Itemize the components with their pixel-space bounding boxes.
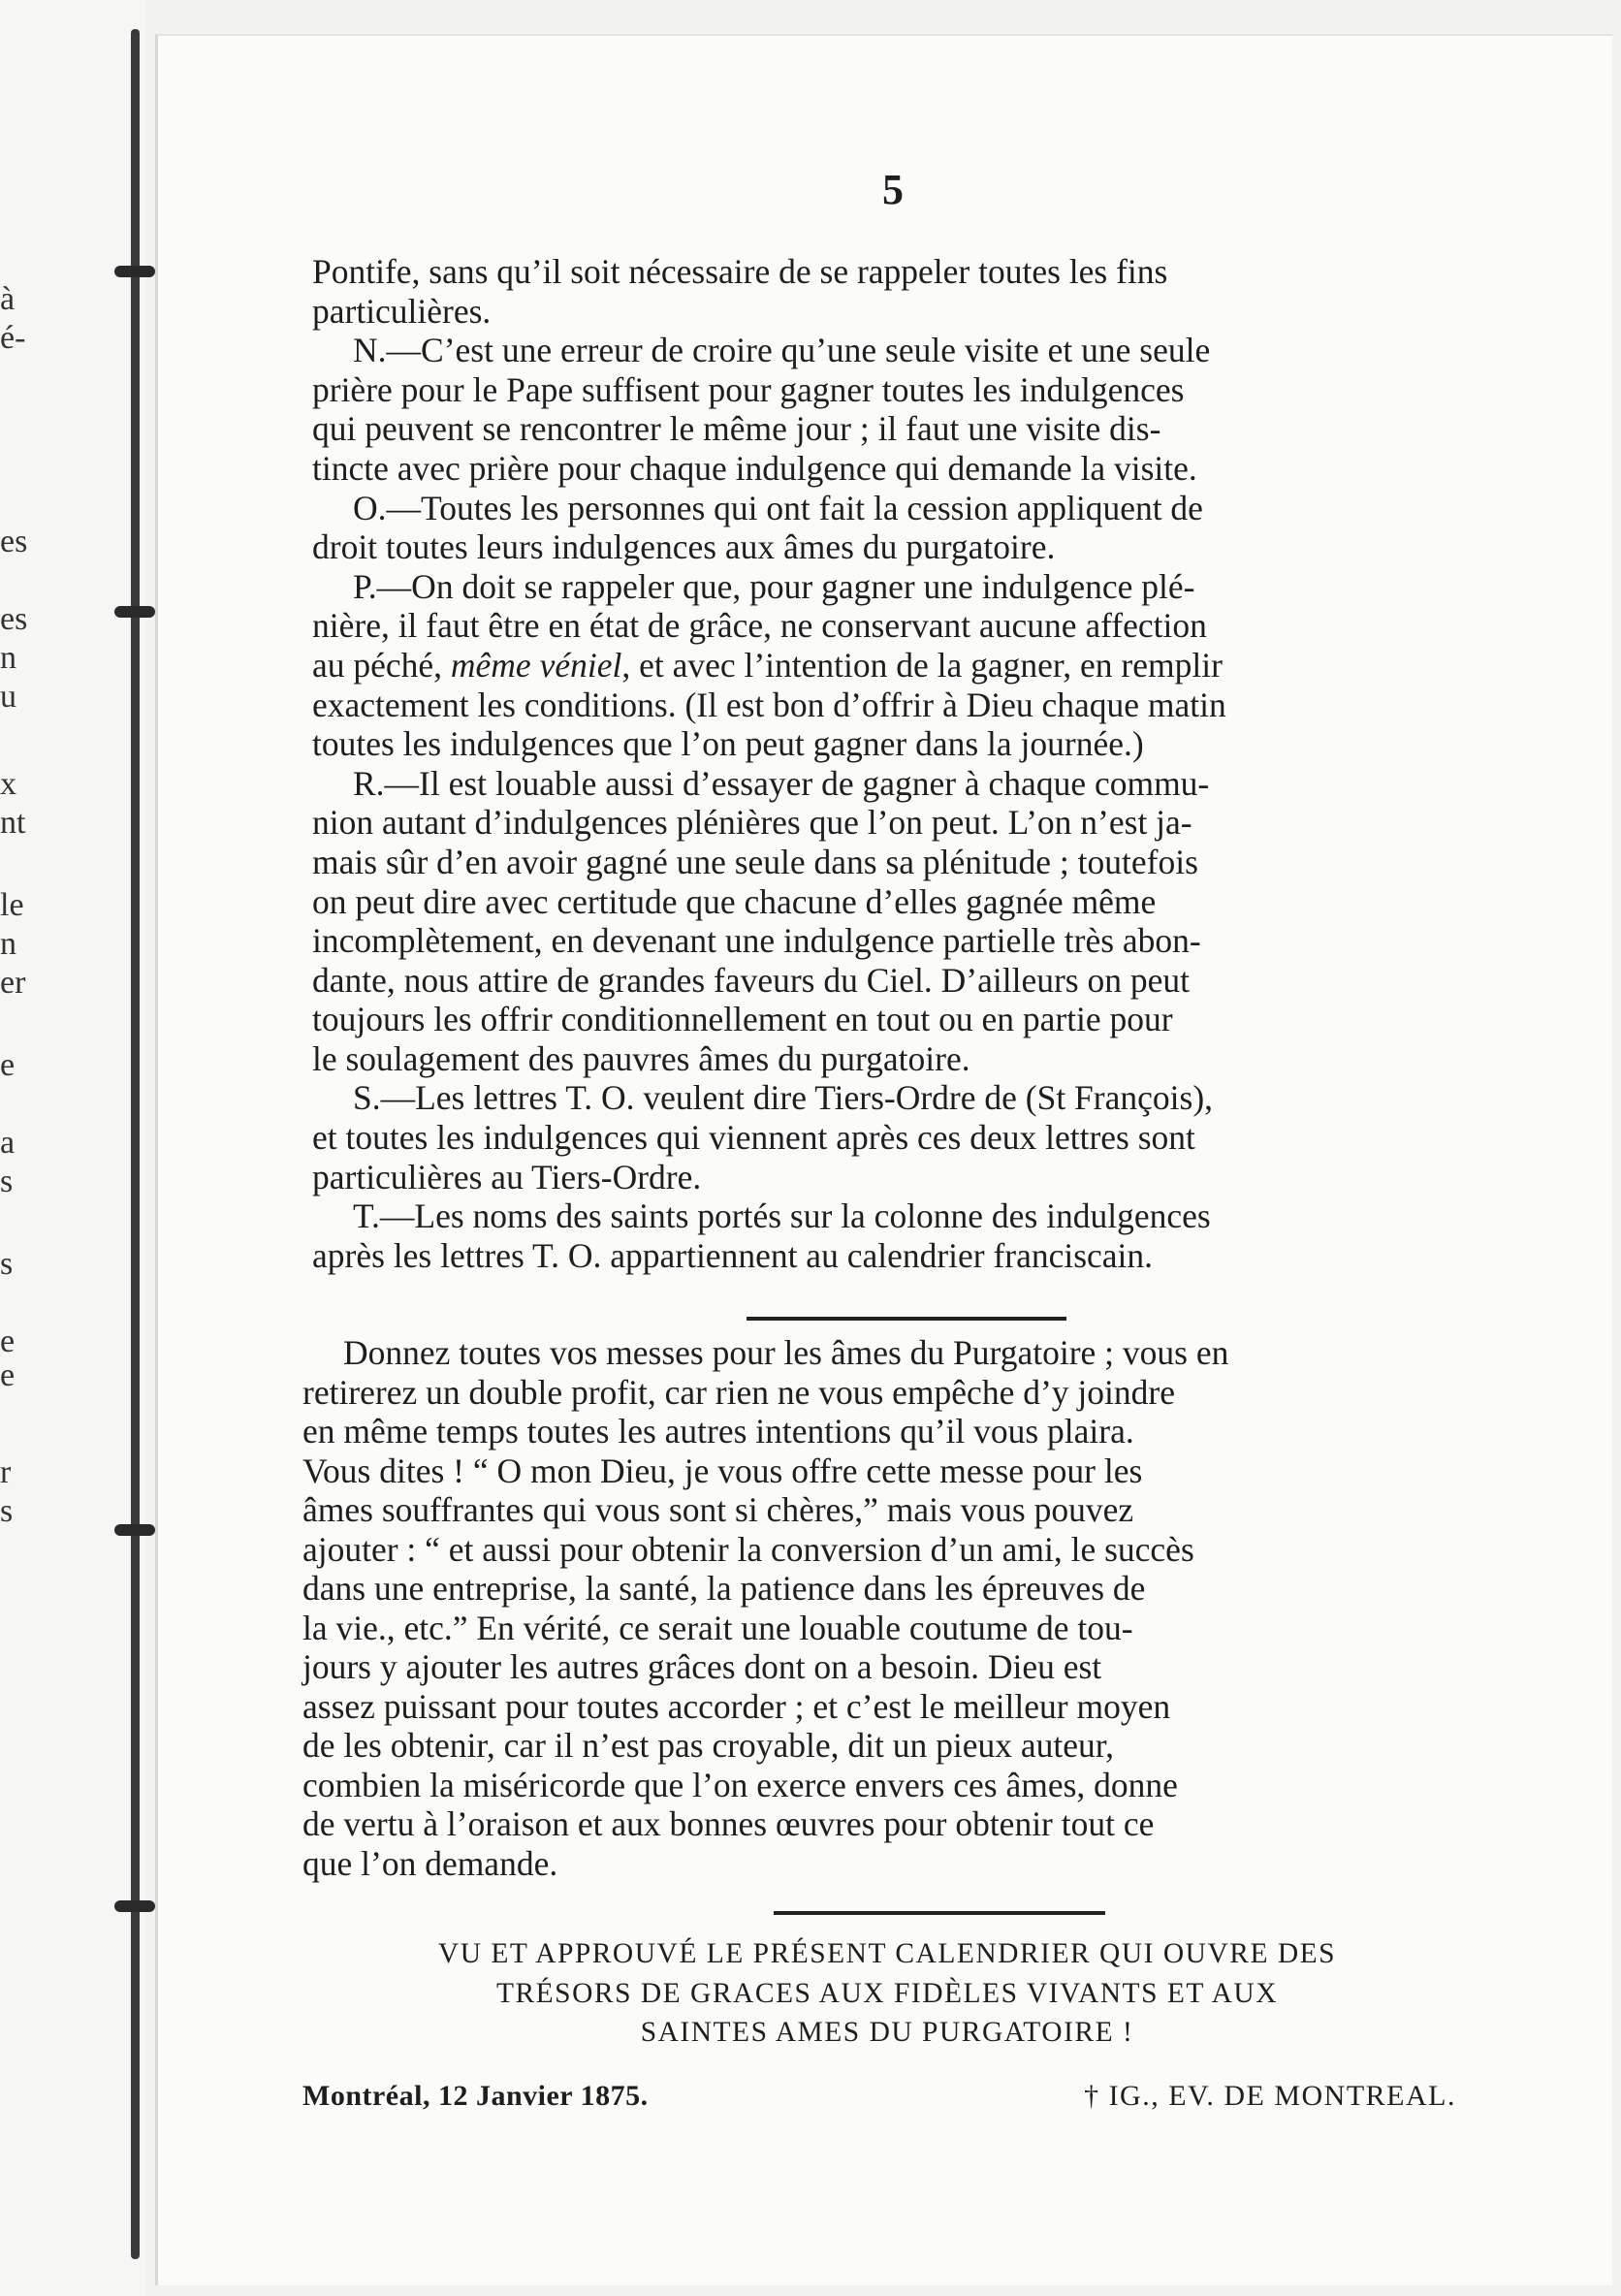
- previous-page-fragment: x: [0, 766, 16, 802]
- previous-page-fragment: u: [0, 679, 16, 715]
- page-number: 5: [882, 166, 904, 213]
- prayer-line: ajouter : “ et aussi pour obtenir la conversion d’un ami, le succès: [302, 1529, 1194, 1569]
- text-line: après les lettres T. O. appartiennent au calendrier franciscain.: [312, 1235, 1154, 1275]
- text-line: P.—On doit se rappeler que, pour gagner une indulgence plé-: [353, 566, 1195, 606]
- prayer-line: retirerez un double profit, car rien ne vous empêche d’y joindre: [302, 1372, 1175, 1412]
- prayer-line: de vertu à l’oraison et aux bonnes œuvres pour obtenir tout ce: [302, 1804, 1155, 1843]
- body-paragraph: [312, 764, 1459, 1079]
- previous-page-fragment: e: [0, 1047, 16, 1083]
- prayer-line: âmes souffrantes qui vous sont si chères,” mais vous pouvez: [302, 1490, 1134, 1529]
- prayer-line: jours y ajouter les autres grâces dont on a besoin. Dieu est: [302, 1647, 1102, 1686]
- text-line: incomplètement, en devenant une indulgence partielle très abon-: [312, 921, 1201, 961]
- approval-line: TRÉSORS DE GRACES AUX FIDÈLES VIVANTS ET AUX: [495, 1977, 1279, 2009]
- prayer-line: dans une entreprise, la santé, la patience dans les épreuves de: [302, 1569, 1146, 1608]
- text-line: R.—Il est louable aussi d’essayer de gagner à chaque commu-: [353, 763, 1210, 803]
- text-line: T.—Les noms des saints portés sur la colonne des indulgences: [353, 1196, 1211, 1236]
- approval-block: [320, 1934, 1454, 2053]
- previous-page-fragment: e: [0, 1357, 16, 1393]
- signature-line: [302, 2080, 1456, 2122]
- prayer-line: combien la miséricorde que l’on exerce envers ces âmes, donne: [302, 1765, 1178, 1804]
- bishop-signature: † IG., EV. DE MONTREAL.: [1084, 2080, 1456, 2112]
- body-paragraph: [312, 1196, 1459, 1275]
- prayer-line: Donnez toutes vos messes pour les âmes du Purgatoire ; vous en: [343, 1333, 1229, 1372]
- text-line: on peut dire avec certitude que chacune d’elles gagnée même: [312, 881, 1157, 921]
- text-line: toutes les indulgences que l’on peut gagner dans la journée.): [312, 724, 1144, 764]
- place-and-date: Montréal, 12 Janvier 1875.: [302, 2080, 649, 2112]
- previous-page-fragment: é-: [0, 320, 26, 356]
- text-line: et toutes les indulgences qui viennent après ces deux lettres sont: [312, 1118, 1195, 1158]
- text-line: exactement les conditions. (Il est bon d’offrir à Dieu chaque matin: [312, 685, 1226, 724]
- approval-line: VU ET APPROUVÉ LE PRÉSENT CALENDRIER QUI OUVRE DES: [437, 1938, 1337, 1969]
- previous-page-fragment: nt: [0, 805, 26, 841]
- prayer-line: la vie., etc.” En vérité, ce serait une louable coutume de tou-: [302, 1608, 1133, 1647]
- text-line: particulières au Tiers-Ordre.: [312, 1157, 702, 1196]
- previous-page-fragment: a: [0, 1125, 16, 1161]
- body-paragraph: [312, 1078, 1459, 1196]
- text-line: mais sûr d’en avoir gagné une seule dans sa plénitude ; toutefois: [312, 842, 1198, 881]
- text-line: N.—C’est une erreur de croire qu’une seule visite et une seule: [353, 331, 1211, 370]
- text-line: toujours les offrir conditionnellement en tout ou en partie pour: [312, 1000, 1173, 1039]
- text-line: S.—Les lettres T. O. veulent dire Tiers-Ordre de (St François),: [353, 1078, 1214, 1118]
- text-line: tincte avec prière pour chaque indulgence qui demande la visite.: [312, 448, 1197, 488]
- text-line: nière, il faut être en état de grâce, ne conservant aucune affection: [312, 606, 1207, 646]
- binding-thread: [131, 29, 140, 2259]
- prayer-paragraph: [302, 1333, 1456, 1883]
- binding-knot: [114, 606, 155, 618]
- approval-line: SAINTES AMES DU PURGATOIRE !: [640, 2017, 1134, 2048]
- body-paragraph: [312, 489, 1459, 567]
- text-line: dante, nous attire de grandes faveurs du Ciel. D’ailleurs on peut: [312, 960, 1190, 1000]
- text-line: droit toutes leurs indulgences aux âmes du purgatoire.: [312, 527, 1056, 567]
- text-line: particulières.: [312, 291, 492, 331]
- body-text: [312, 252, 1459, 1275]
- previous-page-fragment: s: [0, 1493, 14, 1529]
- previous-page-fragment: n: [0, 640, 16, 676]
- body-paragraph: [312, 331, 1459, 488]
- body-paragraph: [312, 252, 1459, 331]
- prayer-line: Vous dites ! “ O mon Dieu, je vous offre cette messe pour les: [302, 1451, 1143, 1490]
- previous-page-fragment: s: [0, 1164, 14, 1199]
- section-divider: [747, 1317, 1066, 1321]
- approval-divider: [774, 1911, 1105, 1915]
- prayer-line: que l’on demande.: [302, 1843, 558, 1883]
- binding-knot: [114, 1900, 155, 1912]
- text-line: Pontife, sans qu’il soit nécessaire de se rappeler toutes les fins: [312, 252, 1168, 291]
- text-line: nion autant d’indulgences plénières que l’on peut. L’on n’est ja-: [312, 803, 1192, 843]
- previous-page-fragment: r: [0, 1454, 12, 1490]
- prayer-line: en même temps toutes les autres intentions qu’il vous plaira.: [302, 1412, 1134, 1451]
- prayer-line: assez puissant pour toutes accorder ; et c’est le meilleur moyen: [302, 1686, 1171, 1726]
- previous-page-fragment: n: [0, 926, 16, 962]
- text-line: prière pour le Pape suffisent pour gagner toutes les indulgences: [312, 369, 1185, 409]
- previous-page-fragment: e: [0, 1323, 16, 1359]
- previous-page-fragment: le: [0, 887, 24, 923]
- previous-page-text-fragments: [0, 0, 29, 2296]
- text-line: au péché, même véniel, et avec l’intention de la gagner, en remplir: [312, 645, 1223, 685]
- previous-page-fragment: es: [0, 601, 28, 637]
- binding-knot: [114, 266, 155, 277]
- text-line: O.—Toutes les personnes qui ont fait la cession appliquent de: [353, 488, 1203, 527]
- body-paragraph: [312, 567, 1459, 764]
- previous-page-fragment: es: [0, 524, 28, 559]
- text-line: qui peuvent se rencontrer le même jour ; il faut une visite dis-: [312, 409, 1161, 449]
- prayer-text: [302, 1333, 1456, 1883]
- binding-knot: [114, 1524, 155, 1536]
- text-line: le soulagement des pauvres âmes du purgatoire.: [312, 1038, 970, 1078]
- previous-page-fragment: er: [0, 965, 26, 1001]
- previous-page-fragment: à: [0, 281, 16, 317]
- prayer-line: de les obtenir, car il n’est pas croyable, dit un pieux auteur,: [302, 1726, 1115, 1765]
- previous-page-fragment: s: [0, 1246, 14, 1282]
